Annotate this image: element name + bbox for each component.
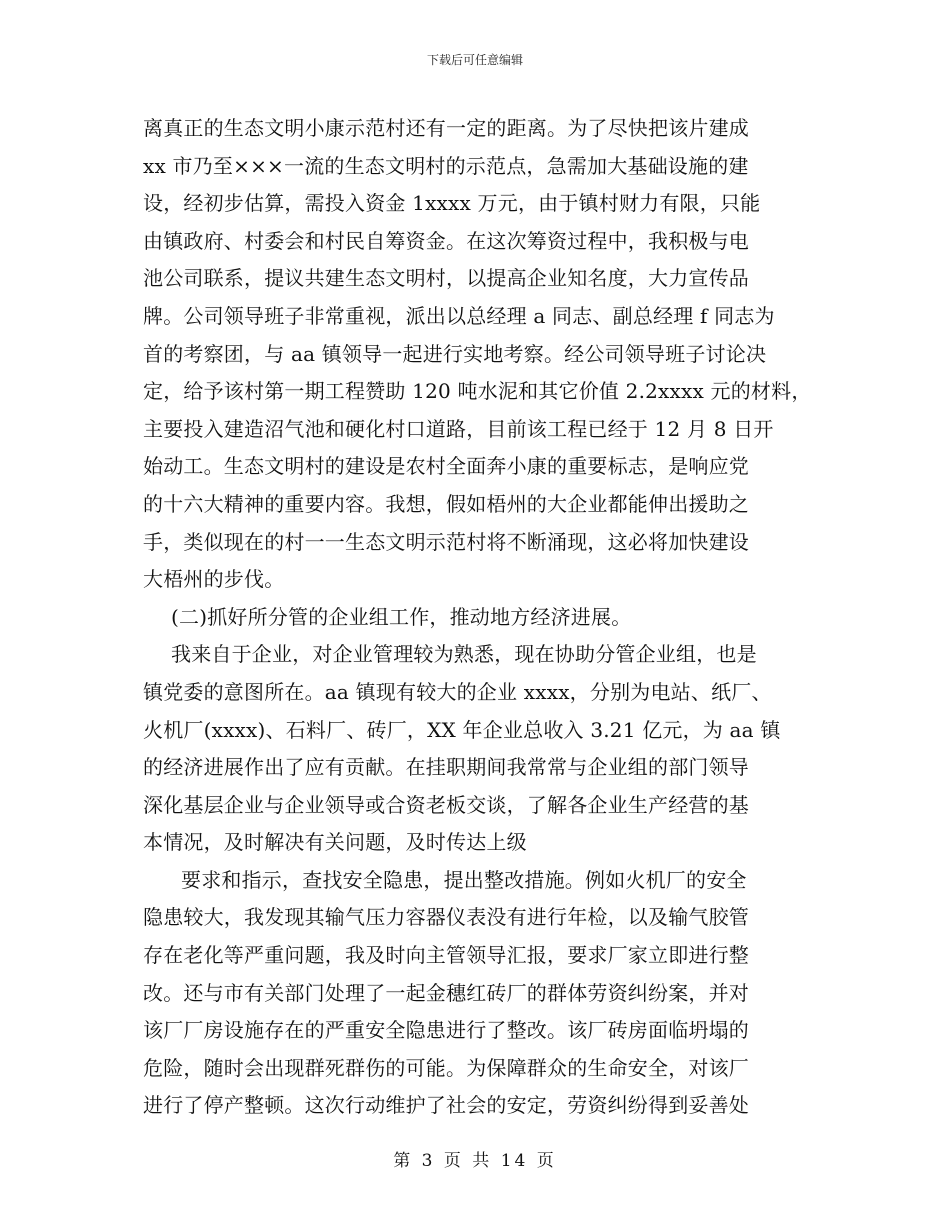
body-line: 存在老化等严重问题，我及时向主管领导汇报，要求厂家立即进行整 (143, 943, 749, 968)
body-line: 离真正的生态文明小康示范村还有一定的距离。为了尽快把该片建成 (143, 116, 749, 140)
body-line: 镇党委的意图所在。aa 镇现有较大的企业 xxxx，分别为电站、纸厂、 (143, 679, 772, 704)
body-line: 的十六大精神的重要内容。我想，假如梧州的大企业都能伸出援助之 (143, 491, 749, 516)
body-line: (二)抓好所分管的企业组工作，推动地方经济进展。 (171, 604, 632, 629)
body-line: 火机厂(xxxx)、石料厂、砖厂，XX 年企业总收入 3.21 亿元，为 aa 镇 (143, 717, 781, 742)
body-line: 我来自于企业，对企业管理较为熟悉，现在协助分管企业组，也是 (171, 642, 757, 667)
body-line: 改。还与市有关部门处理了一起金穗红砖厂的群体劳资纠纷案，并对 (143, 980, 749, 1005)
body-line: 的经济进展作出了应有贡献。在挂职期间我常常与企业组的部门领导 (143, 755, 749, 780)
body-line: 设，经初步估算，需投入资金 1xxxx 万元，由于镇村财力有限，只能 (143, 191, 761, 216)
body-line: 深化基层企业与企业领导或合资老板交谈，了解各企业生产经营的基 (143, 792, 749, 817)
body-line: 池公司联系，提议共建生态文明村，以提高企业知名度，大力宣传品 (143, 266, 749, 291)
body-line: 手，类似现在的村一一生态文明示范村将不断涌现，这必将加快建设 (143, 529, 749, 554)
body-line: xx 市乃至×××一流的生态文明村的示范点，急需加大基础设施的建 (143, 153, 749, 178)
body-line: 要求和指示，查找安全隐患，提出整改措施。例如火机厂的安全 (181, 867, 747, 892)
body-line: 主要投入建造沼气池和硬化村口道路，目前该工程已经于 12 月 8 日开 (143, 416, 774, 441)
page-header-note: 下载后可任意编辑 (426, 53, 523, 67)
body-line: 始动工。生态文明村的建设是农村全面奔小康的重要标志，是响应党 (143, 454, 749, 479)
body-line: 牌。公司领导班子非常重视，派出以总经理 a 同志、副总经理 f 同志为 (143, 303, 775, 328)
body-line: 进行了停产整顿。这次行动维护了社会的安定，劳资纠纷得到妥善处 (143, 1093, 749, 1118)
body-line: 首的考察团，与 aa 镇领导一起进行实地考察。经公司领导班子讨论决 (143, 341, 767, 366)
body-line: 由镇政府、村委会和村民自筹资金。在这次筹资过程中，我积极与电 (143, 228, 749, 253)
body-line: 该厂厂房设施存在的严重安全隐患进行了整改。该厂砖房面临坍塌的 (143, 1018, 749, 1043)
page-number-footer: 第 3 页 共 14 页 (393, 1151, 557, 1171)
body-line: 定，给予该村第一期工程赞助 120 吨水泥和其它价值 2.2xxxx 元的材料， (143, 379, 812, 404)
body-line: 大梧州的步伐。 (143, 567, 285, 592)
body-line: 危险，随时会出现群死群伤的可能。为保障群众的生命安全，对该厂 (143, 1055, 749, 1080)
document-body (143, 110, 823, 1125)
body-line: 本情况，及时解决有关问题，及时传达上级 (143, 830, 527, 855)
body-line: 隐患较大，我发现其输气压力容器仪表没有进行年检，以及输气胶管 (143, 905, 749, 930)
